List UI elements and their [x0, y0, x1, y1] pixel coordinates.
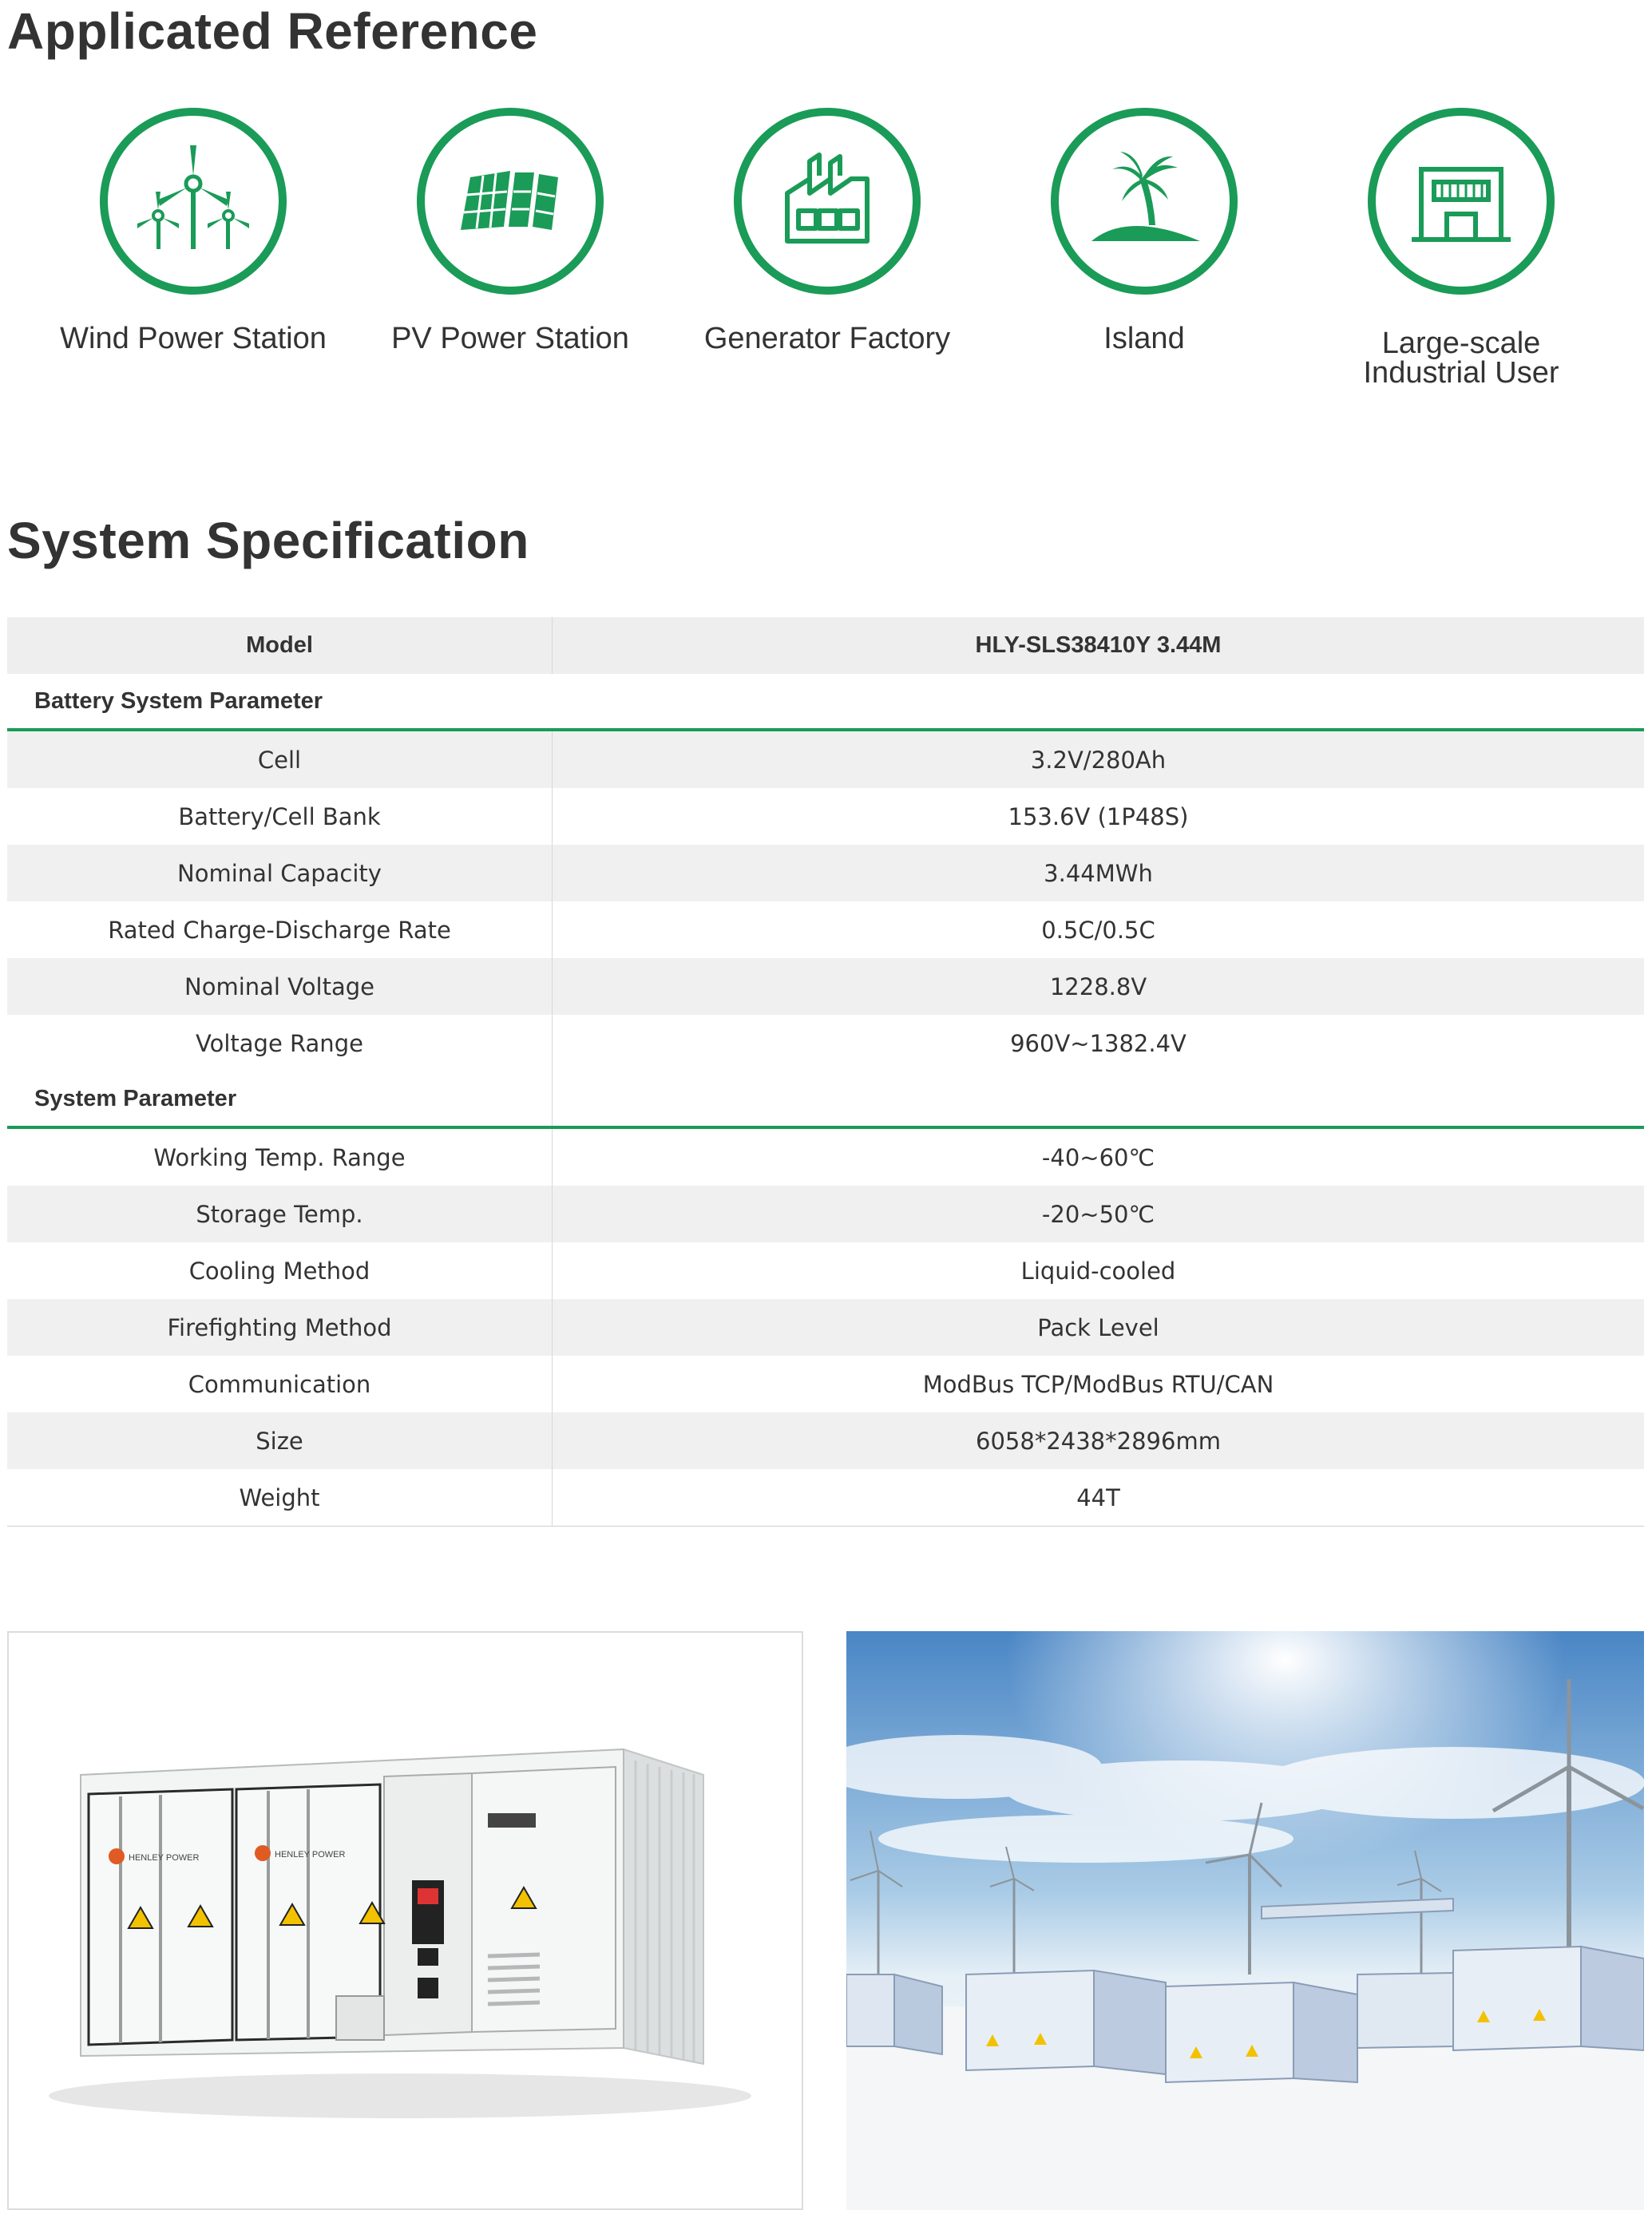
island-icon	[1051, 108, 1238, 295]
section-blank	[553, 1071, 1645, 1127]
reference-label: Island	[1103, 322, 1185, 355]
row-value: 153.6V (1P48S)	[1008, 802, 1189, 830]
table-row	[7, 1356, 1644, 1412]
table-row	[7, 730, 1644, 788]
header-model-label: Model	[7, 617, 553, 674]
row-label: Storage Temp.	[7, 1186, 553, 1242]
table-row	[7, 1299, 1644, 1356]
container-product-image	[7, 1631, 803, 2210]
section-row-battery	[7, 674, 1644, 730]
table-row	[7, 1412, 1644, 1469]
row-value: Pack Level	[553, 1299, 1645, 1356]
table-row	[7, 958, 1644, 1015]
reference-item-island	[984, 108, 1304, 355]
solar-panels-icon	[417, 108, 604, 295]
container-brand-text: HENLEY POWER	[129, 1853, 200, 1863]
table-row	[7, 1242, 1644, 1299]
row-label: Working Temp. Range	[7, 1127, 553, 1186]
table-row	[7, 788, 1644, 845]
row-value: 960V~1382.4V	[1010, 1029, 1187, 1057]
reference-label: Generator Factory	[703, 322, 951, 355]
row-value: 6058*2438*2896mm	[553, 1412, 1645, 1469]
table-row	[7, 1127, 1644, 1186]
row-label: Cell	[7, 730, 553, 788]
row-value: ModBus TCP/ModBus RTU/CAN	[922, 1370, 1274, 1398]
row-label: Communication	[7, 1356, 553, 1412]
reference-item-wind	[34, 108, 353, 355]
specification-table	[7, 617, 1644, 1527]
reference-label: Large-scale Industrial User	[1363, 327, 1559, 390]
reference-label: PV Power Station	[391, 322, 629, 355]
row-label: Nominal Capacity	[7, 845, 553, 901]
row-label: Voltage Range	[7, 1015, 553, 1071]
row-label: Weight	[7, 1469, 553, 1527]
row-value: Liquid-cooled	[1020, 1257, 1176, 1285]
table-row	[7, 901, 1644, 958]
reference-item-pv	[351, 108, 670, 355]
table-row	[7, 845, 1644, 901]
reference-item-industrial	[1301, 108, 1621, 390]
row-value: -40~60℃	[1041, 1143, 1155, 1171]
row-value: 0.5C/0.5C	[1041, 916, 1155, 944]
table-header-row	[7, 617, 1644, 674]
row-value: 3.44MWh	[553, 845, 1645, 901]
row-label: Cooling Method	[7, 1242, 553, 1299]
row-label: Nominal Voltage	[7, 958, 553, 1015]
row-value: -20~50℃	[553, 1186, 1645, 1242]
row-value: 1228.8V	[553, 958, 1645, 1015]
row-label: Rated Charge-Discharge Rate	[7, 901, 553, 958]
table-row	[7, 1469, 1644, 1527]
section-title-system-specification: System Specification	[7, 512, 529, 569]
row-label: Firefighting Method	[7, 1299, 553, 1356]
industrial-building-icon	[1368, 108, 1555, 295]
header-model-value: HLY-SLS38410Y 3.44M	[553, 617, 1645, 674]
table-row	[7, 1186, 1644, 1242]
section-row-system	[7, 1071, 1644, 1127]
container-brand-text-2: HENLEY POWER	[275, 1850, 346, 1860]
energy-storage-farm-image	[846, 1631, 1644, 2210]
section-title-applicated-reference: Applicated Reference	[7, 2, 538, 60]
factory-icon	[734, 108, 921, 295]
row-value: 44T	[553, 1469, 1645, 1527]
table-row	[7, 1015, 1644, 1071]
row-label: Size	[7, 1412, 553, 1469]
wind-turbines-icon	[100, 108, 287, 295]
section-title: Battery System Parameter	[7, 674, 1644, 730]
reference-item-factory	[668, 108, 987, 355]
reference-label: Wind Power Station	[60, 322, 327, 355]
section-title: System Parameter	[7, 1071, 553, 1127]
row-label: Battery/Cell Bank	[7, 788, 553, 845]
row-value: 3.2V/280Ah	[553, 730, 1645, 788]
